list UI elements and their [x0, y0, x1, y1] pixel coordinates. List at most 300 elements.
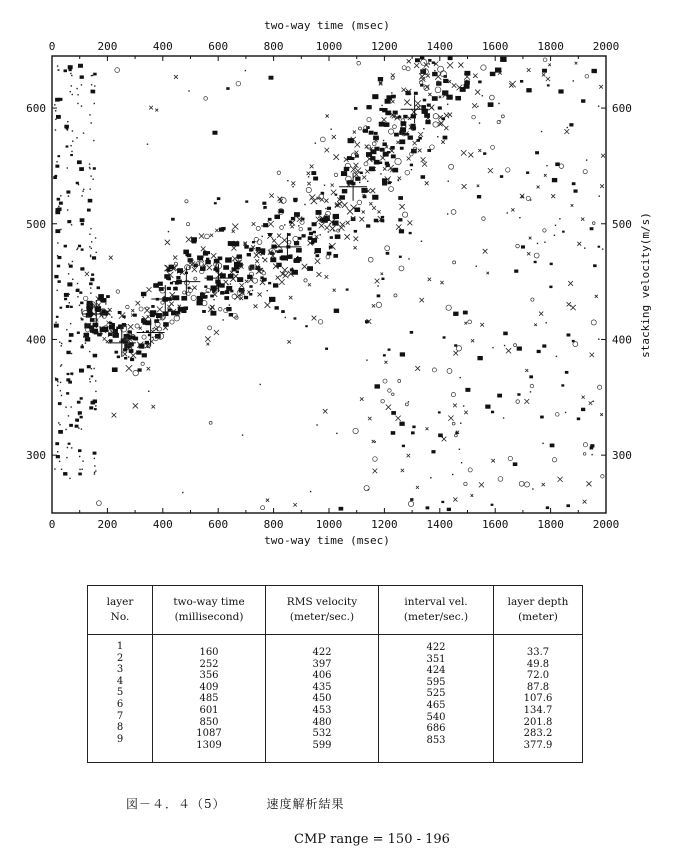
semblance-circle — [468, 320, 472, 324]
semblance-dot — [463, 405, 464, 406]
semblance-square — [339, 195, 345, 199]
semblance-square — [325, 348, 328, 350]
semblance-circle — [559, 164, 564, 169]
semblance-cross — [425, 181, 429, 185]
semblance-circle — [393, 125, 397, 129]
semblance-cross — [157, 306, 163, 312]
semblance-square — [57, 207, 61, 210]
semblance-cross — [231, 246, 236, 251]
semblance-circle — [489, 95, 494, 100]
semblance-dot — [68, 195, 69, 196]
header-interval-vel: interval vel. (meter/sec.) — [379, 586, 494, 635]
semblance-square — [93, 167, 96, 169]
semblance-square — [210, 285, 216, 290]
semblance-circle — [306, 187, 311, 192]
semblance-square — [424, 114, 428, 117]
semblance-cross — [254, 304, 258, 308]
semblance-dot — [70, 91, 71, 92]
semblance-cross — [239, 296, 243, 300]
x-tick-label-bottom: 800 — [263, 518, 284, 531]
semblance-square — [312, 222, 317, 226]
semblance-cross — [290, 225, 293, 228]
semblance-circle — [261, 506, 265, 510]
semblance-square — [197, 255, 203, 260]
semblance-square — [425, 120, 430, 124]
semblance-cross — [411, 109, 417, 115]
semblance-dot — [261, 225, 262, 226]
semblance-cross — [402, 88, 406, 92]
semblance-dot — [90, 122, 91, 123]
semblance-dot — [78, 428, 79, 429]
semblance-square — [177, 268, 183, 273]
figure-number: 図－４．４（5） — [126, 797, 226, 811]
semblance-circle — [514, 344, 517, 347]
semblance-cross — [353, 130, 356, 133]
x-tick-label-bottom: 1400 — [426, 518, 454, 531]
semblance-cross — [542, 73, 545, 76]
semblance-square — [70, 306, 73, 308]
semblance-circle — [126, 305, 129, 308]
semblance-dot — [72, 140, 73, 141]
semblance-square — [101, 298, 107, 303]
semblance-cross — [407, 220, 412, 225]
semblance-cross — [546, 77, 550, 81]
semblance-circle — [433, 114, 438, 119]
x-tick-label-top: 200 — [97, 40, 118, 53]
semblance-square — [293, 317, 296, 319]
table-cell: 201.8 — [523, 716, 553, 728]
semblance-square — [590, 447, 594, 450]
semblance-square — [176, 276, 180, 279]
semblance-circle — [597, 385, 601, 389]
table-cell: 422 — [426, 642, 446, 653]
semblance-dot — [57, 65, 58, 66]
semblance-cross — [315, 258, 321, 264]
semblance-circle — [451, 210, 456, 215]
semblance-square — [80, 397, 83, 399]
semblance-dot — [388, 178, 389, 179]
header-layer-no: layer No. — [88, 586, 153, 635]
semblance-circle — [218, 307, 222, 311]
semblance-cross — [307, 172, 311, 176]
semblance-square — [342, 189, 347, 193]
semblance-square — [535, 151, 539, 154]
semblance-cross — [551, 194, 555, 198]
semblance-cross — [245, 280, 248, 283]
semblance-dot — [367, 181, 368, 182]
semblance-cross — [136, 301, 141, 306]
semblance-square — [526, 88, 531, 92]
semblance-circle — [498, 477, 503, 482]
semblance-square — [214, 266, 217, 269]
semblance-cross — [147, 315, 150, 318]
semblance-square — [181, 309, 186, 313]
semblance-square — [379, 162, 382, 164]
semblance-cross — [128, 324, 133, 329]
semblance-cross — [582, 396, 585, 399]
semblance-square — [464, 84, 470, 89]
semblance-square — [302, 234, 306, 237]
semblance-cross — [360, 397, 364, 401]
semblance-dot — [182, 492, 183, 493]
semblance-dot — [70, 73, 71, 74]
semblance-circle — [158, 327, 162, 331]
semblance-circle — [402, 66, 406, 70]
semblance-dot — [76, 137, 77, 138]
semblance-dot — [69, 478, 70, 479]
semblance-dot — [81, 84, 82, 85]
semblance-circle — [115, 68, 120, 73]
table-cell: 6 — [116, 698, 124, 710]
semblance-square — [92, 256, 96, 259]
semblance-square — [58, 280, 61, 283]
semblance-square — [369, 166, 375, 171]
semblance-dot — [68, 415, 69, 416]
semblance-cross — [359, 217, 364, 222]
semblance-square — [382, 178, 387, 182]
semblance-square — [91, 90, 96, 94]
semblance-cross — [207, 265, 212, 270]
semblance-cross — [152, 405, 156, 409]
semblance-square — [64, 69, 67, 72]
semblance-square — [81, 248, 84, 250]
semblance-dot — [128, 356, 129, 357]
semblance-dot — [78, 184, 79, 185]
semblance-cross — [399, 204, 404, 209]
semblance-square — [483, 152, 486, 155]
semblance-cross — [441, 140, 444, 143]
semblance-cross — [382, 117, 387, 122]
semblance-dot — [391, 182, 392, 183]
semblance-dot — [460, 377, 461, 378]
y-tick-label-right: 300 — [612, 449, 632, 463]
table-cell: 87.8 — [526, 681, 550, 693]
semblance-square — [196, 300, 202, 305]
semblance-cross — [85, 272, 89, 276]
table-cell: 485 — [199, 693, 219, 705]
semblance-cross — [266, 499, 269, 502]
semblance-square — [237, 277, 243, 282]
semblance-square — [561, 384, 564, 386]
semblance-dot — [188, 90, 189, 91]
semblance-cross — [452, 83, 456, 87]
semblance-circle — [299, 227, 303, 231]
semblance-square — [56, 115, 61, 119]
semblance-cross — [468, 152, 473, 157]
semblance-dot — [366, 359, 367, 360]
semblance-cross — [453, 497, 457, 501]
semblance-dot — [81, 309, 82, 310]
semblance-square — [185, 253, 189, 256]
semblance-square — [247, 253, 251, 256]
semblance-square — [114, 351, 118, 354]
semblance-square — [66, 190, 70, 193]
semblance-square — [274, 306, 278, 309]
semblance-square — [497, 394, 502, 398]
semblance-dot — [71, 224, 72, 225]
semblance-square — [366, 224, 370, 227]
semblance-dot — [319, 234, 320, 235]
semblance-dot — [56, 290, 57, 291]
semblance-square — [70, 154, 73, 156]
table-cell: 283.2 — [523, 728, 553, 740]
semblance-square — [128, 335, 133, 339]
semblance-circle — [491, 145, 495, 149]
semblance-square — [269, 76, 274, 80]
semblance-square — [520, 80, 523, 83]
semblance-dot — [131, 346, 132, 347]
semblance-dot — [66, 329, 67, 330]
semblance-dot — [70, 406, 71, 407]
semblance-dot — [375, 441, 376, 442]
semblance-square — [387, 181, 391, 184]
semblance-dot — [89, 234, 90, 235]
semblance-square — [281, 310, 285, 313]
semblance-square — [57, 265, 60, 268]
table-cell: 450 — [312, 693, 332, 705]
semblance-dot — [89, 167, 90, 168]
semblance-square — [542, 344, 546, 347]
semblance-cross — [425, 427, 428, 430]
semblance-circle — [83, 296, 87, 300]
semblance-dot — [91, 368, 92, 369]
semblance-square — [87, 209, 91, 212]
semblance-square — [379, 108, 383, 111]
semblance-dot — [94, 465, 95, 466]
semblance-dot — [70, 145, 71, 146]
semblance-square — [366, 126, 370, 129]
semblance-square — [268, 282, 271, 284]
semblance-dot — [89, 168, 90, 169]
table-cell: 72.0 — [526, 670, 550, 682]
table-cell: 453 — [312, 704, 332, 716]
semblance-square — [335, 194, 338, 196]
semblance-dot — [476, 266, 477, 267]
semblance-dot — [61, 364, 62, 365]
semblance-cross — [224, 280, 228, 284]
semblance-cross — [372, 206, 376, 210]
semblance-square — [154, 319, 159, 323]
semblance-circle — [373, 457, 378, 462]
semblance-dot — [94, 472, 95, 473]
semblance-dot — [94, 458, 95, 459]
semblance-square — [53, 176, 57, 179]
semblance-circle — [583, 170, 587, 174]
semblance-square — [427, 149, 431, 152]
semblance-square — [79, 291, 82, 293]
y-tick-label-left: 300 — [26, 449, 46, 463]
semblance-dot — [111, 316, 112, 317]
semblance-square — [400, 352, 405, 356]
semblance-square — [332, 221, 338, 226]
semblance-square — [329, 246, 333, 249]
semblance-square — [294, 241, 299, 245]
semblance-dot — [82, 344, 83, 345]
semblance-circle — [543, 58, 547, 62]
semblance-square — [268, 218, 272, 221]
semblance-cross — [544, 174, 547, 177]
semblance-square — [393, 111, 398, 115]
semblance-square — [485, 405, 490, 409]
semblance-cross — [258, 292, 262, 296]
semblance-square — [79, 167, 84, 171]
semblance-cross — [362, 210, 365, 213]
semblance-circle — [464, 482, 467, 485]
semblance-square — [313, 231, 316, 234]
semblance-dot — [333, 230, 334, 231]
semblance-square — [366, 105, 371, 109]
semblance-dot — [71, 447, 72, 448]
semblance-cross — [252, 222, 256, 226]
x-axis-label-bottom: two-way time (msec) — [264, 534, 390, 547]
layer-table — [87, 585, 583, 763]
semblance-dot — [60, 390, 61, 391]
semblance-square — [205, 260, 210, 264]
semblance-circle — [583, 453, 586, 456]
semblance-circle — [358, 127, 361, 130]
semblance-square — [412, 128, 415, 131]
semblance-cross — [375, 279, 380, 284]
semblance-square — [245, 200, 248, 202]
semblance-cross — [310, 164, 314, 168]
semblance-dot — [92, 303, 93, 304]
semblance-cross — [279, 279, 284, 284]
semblance-square — [210, 295, 214, 298]
semblance-square — [66, 305, 70, 308]
semblance-cross — [471, 494, 474, 497]
semblance-cross — [408, 117, 411, 120]
semblance-cross — [477, 185, 480, 188]
semblance-circle — [357, 200, 362, 205]
semblance-square — [87, 365, 91, 368]
table-cell: 160 — [199, 647, 219, 658]
semblance-dot — [148, 391, 149, 392]
semblance-dot — [89, 163, 90, 164]
semblance-cross — [123, 352, 127, 356]
semblance-dot — [77, 296, 78, 297]
y-axis-label: stacking velocity(m/s) — [639, 212, 652, 358]
table-cell: 8 — [116, 722, 124, 734]
semblance-cross — [287, 340, 291, 344]
figure-title: 速度解析結果 — [266, 797, 345, 811]
semblance-dot — [504, 345, 505, 346]
semblance-dot — [90, 287, 91, 288]
table-cell: 435 — [312, 681, 332, 693]
semblance-cross — [206, 343, 209, 346]
semblance-cross — [155, 109, 158, 112]
semblance-circle — [364, 485, 369, 490]
semblance-square — [491, 411, 494, 414]
semblance-cross — [599, 85, 603, 89]
semblance-circle — [449, 164, 454, 169]
semblance-square — [173, 287, 178, 291]
semblance-circle — [142, 335, 146, 339]
semblance-square — [64, 125, 69, 129]
semblance-cross — [126, 365, 132, 371]
semblance-circle — [135, 324, 139, 328]
semblance-square — [273, 283, 278, 287]
semblance-circle — [472, 115, 476, 119]
semblance-cross — [239, 283, 244, 288]
semblance-square — [330, 236, 333, 239]
semblance-dot — [287, 180, 288, 181]
semblance-square — [66, 351, 70, 354]
semblance-dot — [598, 105, 599, 106]
semblance-dot — [57, 451, 58, 452]
semblance-dot — [95, 470, 96, 471]
semblance-square — [355, 177, 360, 181]
semblance-square — [307, 266, 313, 271]
semblance-square — [426, 506, 430, 509]
semblance-dot — [59, 424, 60, 425]
semblance-circle — [501, 115, 504, 118]
semblance-circle — [583, 443, 587, 447]
semblance-circle — [388, 129, 393, 134]
semblance-dot — [315, 142, 316, 143]
semblance-cross — [386, 404, 391, 409]
semblance-square — [549, 286, 552, 289]
semblance-dot — [119, 341, 120, 342]
semblance-square — [59, 307, 62, 309]
semblance-dot — [264, 254, 265, 255]
semblance-dot — [546, 322, 547, 323]
semblance-square — [138, 368, 142, 371]
semblance-square — [270, 257, 276, 262]
semblance-square — [381, 216, 384, 219]
semblance-dot — [60, 195, 61, 196]
semblance-square — [249, 285, 252, 288]
semblance-dot — [89, 188, 90, 189]
semblance-cross — [567, 302, 571, 306]
semblance-dot — [359, 182, 360, 183]
semblance-dot — [67, 447, 68, 448]
x-axis-top — [49, 40, 620, 61]
table-cell: 252 — [199, 658, 219, 670]
semblance-dot — [91, 84, 92, 85]
semblance-cross — [426, 74, 430, 78]
semblance-cross — [247, 290, 250, 293]
semblance-dot — [55, 119, 56, 120]
semblance-square — [334, 309, 339, 313]
semblance-square — [374, 147, 379, 151]
semblance-square — [362, 130, 365, 133]
semblance-cross — [365, 169, 369, 173]
semblance-dot — [325, 208, 326, 209]
semblance-circle — [326, 255, 330, 259]
semblance-square — [381, 278, 384, 280]
semblance-dot — [308, 176, 309, 177]
semblance-circle — [405, 403, 408, 406]
semblance-square — [244, 296, 248, 299]
semblance-circle — [394, 294, 397, 297]
semblance-dot — [67, 129, 68, 130]
semblance-cross — [372, 304, 375, 307]
semblance-circle — [388, 389, 392, 393]
semblance-dot — [85, 342, 86, 343]
semblance-dot — [89, 246, 90, 247]
semblance-cross — [461, 150, 466, 155]
semblance-dot — [77, 103, 78, 104]
semblance-square — [398, 116, 402, 119]
semblance-square — [80, 218, 85, 222]
semblance-square — [526, 171, 529, 173]
semblance-cross — [130, 352, 136, 358]
semblance-dot — [77, 94, 78, 95]
semblance-square — [386, 252, 390, 255]
semblance-cross — [267, 221, 273, 227]
y-tick-label-left: 500 — [26, 217, 46, 231]
semblance-dot — [89, 378, 90, 379]
